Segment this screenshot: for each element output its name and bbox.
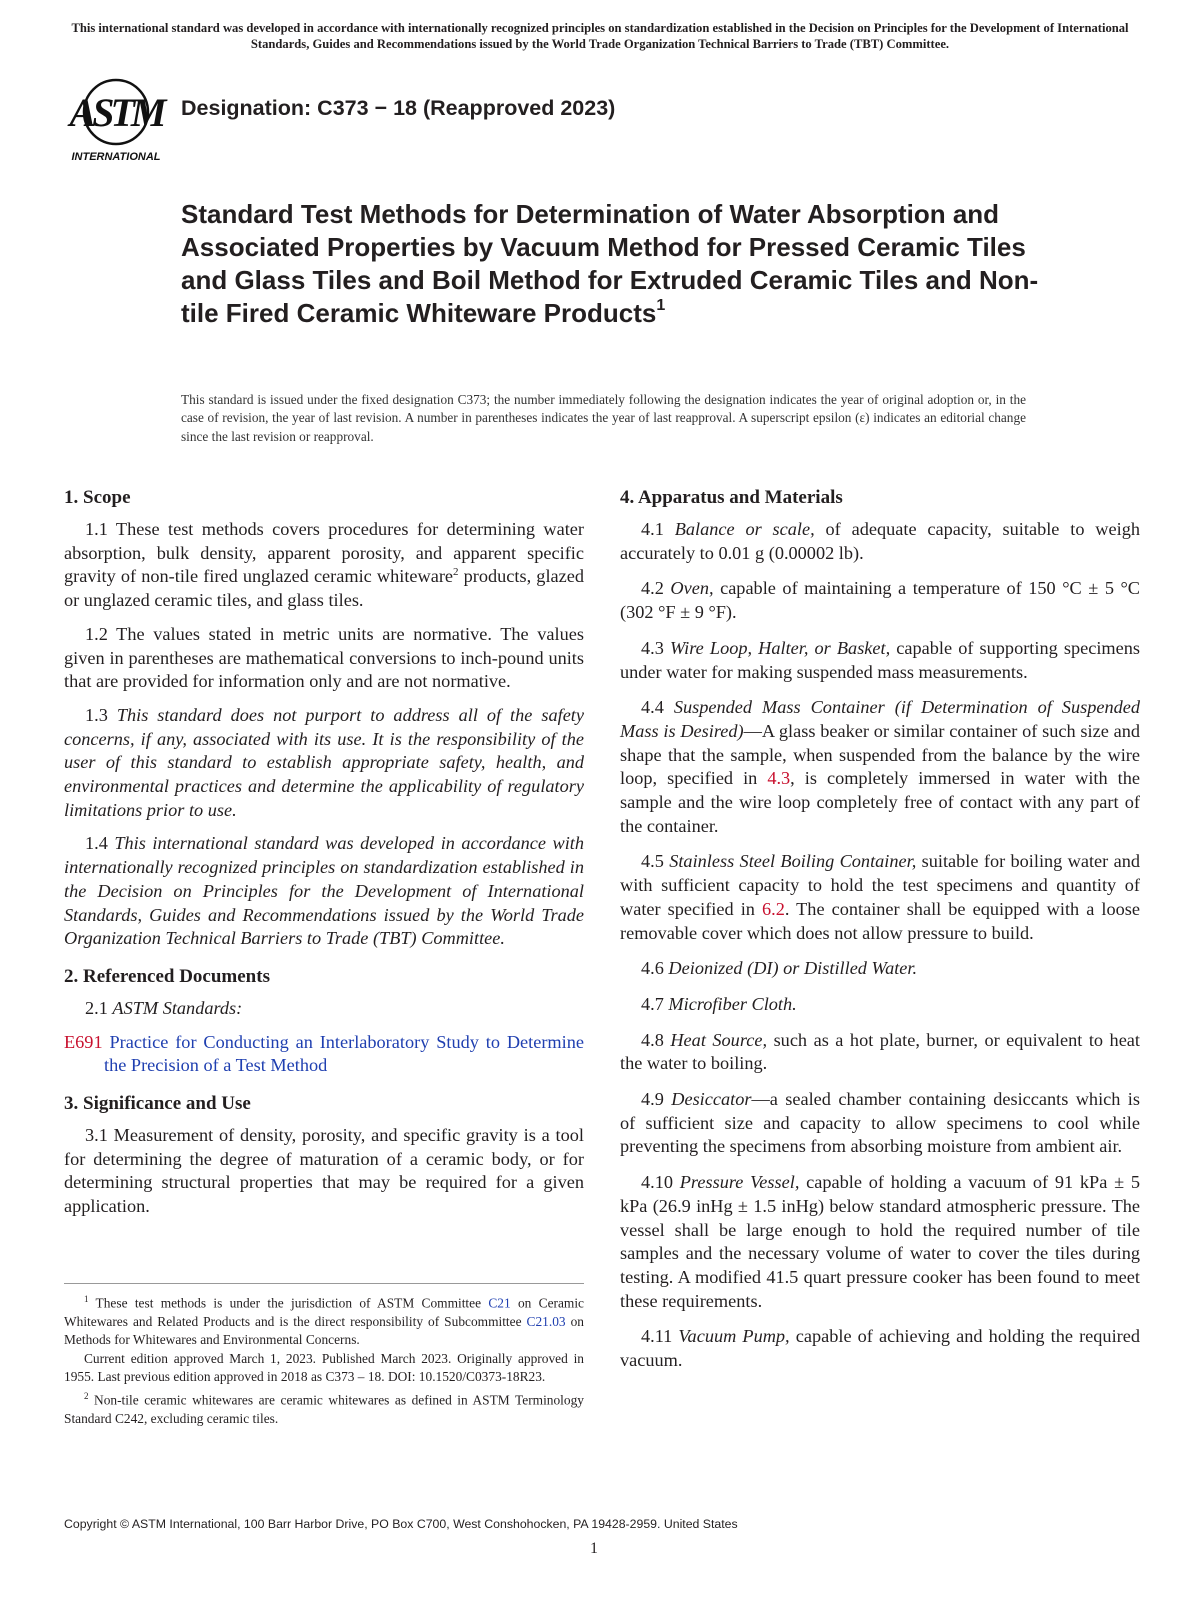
document-title: Standard Test Methods for Determination of Water Absorption and Associated Properties by Vacuum Method for Pressed Ceramic Tiles and Glass Tiles and Boil Method for Extruded Ceramic Tiles and Non-tile Fired Ceramic Whiteware Products$^1$ [181, 199, 1039, 328]
item-4-3: 4.3 Wire Loop, Halter, or Basket, capable of supporting specimens under water for making suspended mass measurements. [620, 637, 1140, 682]
tbt-banner: This international standard was developed in accordance with internationally recognized principles on standardization established in the Decision on Principles for the Development of International Standards, Guides and Recommendations issued by the World Trade Organization Technical Barriers to Trade (TBT) Committee. [71, 21, 1129, 51]
section-references-heading: 2. Referenced Documents [64, 965, 270, 987]
para-1-3: 1.3 This standard does not purport to address all of the safety concerns, if any, associated with its use. It is the responsibility of the user of this standard to establish appropriate safety, health, and environmental practices and determine the applicability of regulatory limitations prior to use. [64, 704, 584, 820]
item-4-8: 4.8 Heat Source, such as a hot plate, burner, or equivalent to heat the water to boiling. [620, 1029, 1140, 1074]
c21-link[interactable]: C21 [488, 1295, 511, 1311]
section-apparatus-heading: 4. Apparatus and Materials [620, 487, 843, 508]
section-significance-heading: 3. Significance and Use [64, 1093, 251, 1115]
svg-text:INTERNATIONAL: INTERNATIONAL [71, 151, 161, 163]
reference-e691[interactable] [64, 1031, 584, 1078]
item-4-4: 4.4 Suspended Mass Container (if Determination of Suspended Mass is Desired)—A glass beaker or similar container of such size and shape that the sample, when suspended from the balance by the wire loop, specified in 4.3, is completely immersed in water with the sample and the wire loop completely free of contact with any part of the container. [620, 697, 1140, 836]
issue-note: This standard is issued under the fixed designation C373; the number immediately following the designation indicates the year of original adoption or, in the case of revision, the year of last revision. A number in parentheses indicates the year of last reapproval. A superscript epsilon (ε) indicates an editorial change since the last revision or reapproval. [181, 392, 1026, 444]
designation: Designation: C373 − 18 (Reapproved 2023) [181, 96, 616, 120]
footnote-1: $^1$ These test methods is under the jurisdiction of ASTM Committee C21 on Ceramic Whitewares and Related Products and is the direct responsibility of Subcommittee C21.03 on Methods for Whitewares and Environmental Concerns. [64, 1294, 584, 1348]
para-1-1: 1.1 These test methods covers procedures for determining water absorption, bulk density, apparent porosity, and apparent specific gravity of non-tile fired unglazed ceramic whiteware$^2$ products, glazed or unglazed ceramic tiles, and glass tiles. [64, 519, 585, 611]
page-number: 1 [590, 1540, 598, 1557]
footnotes [64, 1283, 584, 1428]
item-4-6: 4.6 Deionized (DI) or Distilled Water. [641, 958, 918, 979]
link-6-2[interactable]: 6.2 [761, 898, 785, 919]
item-4-5: 4.5 Stainless Steel Boiling Container, suitable for boiling water and with sufficient capacity to hold the test specimens and quantity of water specified in 6.2. The container shall be equipped with a loose removable cover which does not allow pressure to build. [620, 851, 1140, 943]
c21-03-link[interactable]: C21.03 [526, 1313, 566, 1329]
item-4-7: 4.7 Microfiber Cloth. [641, 993, 797, 1014]
link-4-3[interactable]: 4.3 [767, 768, 791, 789]
astm-logo [64, 76, 168, 164]
reference-code-link: E691 [64, 1031, 103, 1052]
para-2-1: 2.1 ASTM Standards: [85, 997, 243, 1018]
reference-title-link: Practice for Conducting an Interlaboratory Study to Determine the Precision of a Test Method [104, 1031, 584, 1076]
para-1-2: 1.2 The values stated in metric units are normative. The values given in parentheses are mathematical conversions to inch-pound units that are provided for information only and are not normative. [64, 623, 584, 692]
para-3-1: 3.1 Measurement of density, porosity, and specific gravity is a tool for determining the degree of maturation of a ceramic body, or for determining structural properties that may be required for a given application. [64, 1125, 584, 1217]
item-4-9: 4.9 Desiccator—a sealed chamber containing desiccants which is of sufficient size and capacity to allow specimens to cool while preventing the specimens from absorbing moisture from ambient air. [620, 1089, 1140, 1157]
item-4-10: 4.10 Pressure Vessel, capable of holding a vacuum of 91 kPa ± 5 kPa (26.9 inHg ± 1.5 inHg) below standard atmospheric pressure. The vessel shall be large enough to hold the required number of tile samples and the necessary volume of water to cover the tiles during testing. A modified 41.5 quart pressure cooker has been found to meet these requirements. [620, 1172, 1141, 1311]
title-footnote-mark: 1 [656, 297, 666, 314]
para-1-4: 1.4 This international standard was developed in accordance with internationally recognized principles on standardization established in the Decision on Principles for the Development of International Standards, Guides and Recommendations issued by the World Trade Organization Technical Barriers to Trade (TBT) Committee. [64, 833, 585, 949]
item-4-1: 4.1 Balance or scale, of adequate capacity, suitable to weigh accurately to 0.01 g (0.00002 lb). [620, 519, 1140, 563]
right-column [620, 486, 1140, 1385]
svg-text:ASTM: ASTM [69, 90, 163, 135]
section-scope-heading: 1. Scope [64, 487, 131, 508]
footnote-2: $^2$ Non-tile ceramic whitewares are ceramic whitewares as defined in ASTM Terminology Standard C242, excluding ceramic tiles. [64, 1390, 584, 1426]
item-4-2: 4.2 Oven, capable of maintaining a temperature of 150 °C ± 5 °C (302 °F ± 9 °F). [620, 578, 1141, 623]
left-column [64, 486, 584, 1229]
edition-note: Current edition approved March 1, 2023. Published March 2023. Originally approved in 1955. Last previous edition approved in 2018 as C373 – 18. DOI: 10.1520/C0373-18R23. [64, 1350, 584, 1385]
copyright-notice: Copyright © ASTM International, 100 Barr Harbor Drive, PO Box C700, West Conshohocken, PA 19428-2959. United States [64, 1517, 738, 1531]
item-4-11: 4.11 Vacuum Pump, capable of achieving and holding the required vacuum. [620, 1326, 1140, 1371]
